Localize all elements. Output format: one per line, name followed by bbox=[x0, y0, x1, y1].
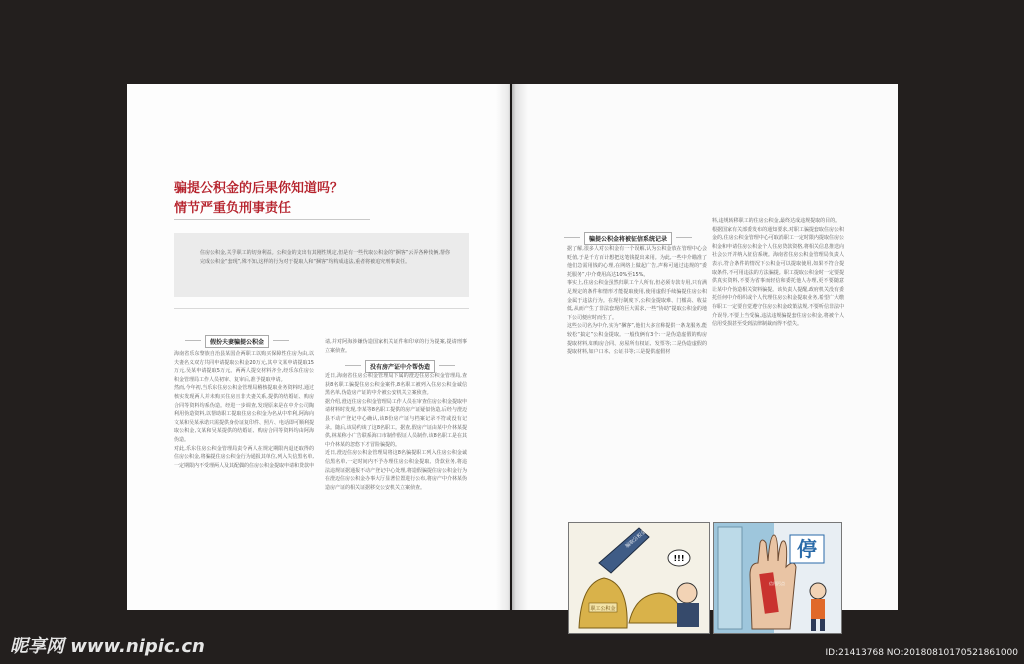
section-body-continued: 请,并对阿海涉嫌伪造国家机关证件和印章的行为提案,提请刑事立案侦查。 bbox=[325, 339, 467, 354]
right-page bbox=[512, 84, 898, 610]
section-heading-credit-record: 骗提公积金将被征信系统记录 bbox=[584, 232, 672, 245]
section-body-fake-couple: 海南省乐东黎族自治县某国企两职工以购买保障性住房为由,以夫妻名义双方共同申请提取公积金20万元,其中文某申请提取15万元,吴某申请提取5万元。两两人提交材料齐全,经乐东住房公积金管理局工作人员初审、复审后,准予提取申请。 然而,今年初,当乐东住房公积金管理局稽核提取业务资料时,通过核实发现两人并未购买住房且非夫妻关系,提供的结婚证、购房合同等资料均系伪造。经进一步调查,发现原来是在中介公司陶利用伪造资料,以帮助职工提取住房公积金为名从中牟利,阿海向文某和吴某承诺只需提供身份证复印件、照片、电话即可顺利提取公积金,文某和吴某提供的结婚证、购房合同等资料均由阿海伪造。 对此,乐东住房公积金管理局责令两人在规定期限内退还取得的住房公积金,将骗提住房公积金行为通报其单位,列入失信黑名单,一定期限内不受理两人及其配偶的住房公积金提取申请和贷款申 bbox=[174, 351, 315, 469]
intro-text: 住房公积金,关乎职工的切身利益。公积金的支出有其刚性规定,但是有一些代取公积金的“捆客”云弄各种伎俩,帮你完成公积金“套现”,殊不知,这样的行为对于提取人和“捆客”均构成违法,重者将被追究刑事责任。 bbox=[200, 250, 450, 265]
svg-text:!!!: !!! bbox=[673, 554, 685, 563]
comic-stop-label: 停 bbox=[797, 537, 817, 561]
comic-bag-label: 职工公积金 bbox=[590, 606, 616, 612]
site-watermark: 昵享网 www.nipic.cn bbox=[10, 636, 205, 657]
article-title-line2: 情节严重负刑事责任 bbox=[174, 201, 292, 216]
section-body-penalties: 料,违规转移职工的住房公积金,最终达成违规提取的目的。 根据国家有关部委发布的通知要求,对职工骗提套取住房公积金的,住房公积金管理中心可取消职工一定时限内提取住房公积金和申请住房公积金个人住房贷款资格,将相关信息推送向社会公开并纳入征信系统。海南省住房公积金管理局负责人表示,符合条件的情况下公积金可以提取使用,如果不符合提取条件,不可用违法的方法骗提。职工提取公积金时一定要提供真实资料,不要为省事而轻信和委托他人办理,更不要随意让某中介伪造相关资料骗提。该负责人提醒,政府机关没有委托任何中介组织或个人代理住房公积金提取业务,希望广大缴存职工一定要自觉遵守住房公积金政策法规,不要听信非法中介误导,不要上当受骗,违法违规骗提套住房公积金,将被个人信用受损甚至受到法律制裁而得不偿失。 bbox=[712, 218, 844, 328]
section-heading-forged-deed: 没有房产证中介帮伪造 bbox=[365, 360, 435, 373]
comic-sign-label: 骗取公积金 bbox=[624, 528, 648, 550]
title-divider bbox=[174, 219, 370, 220]
article-title-line1: 骗提公积金的后果你知道吗？ bbox=[174, 181, 344, 196]
section-body-credit-record: 据了解,很多人对公积金有一个误解,认为公积金放在管理中心会贬值,于是千方百计想把这笔钱提出来用。为此,一些中介瞄准了他们急需用钱的心理,在网络上做起广告,声称可通过违规的“委托服务”,中介费用高达10%至15%。 事实上,住房公积金虽然归职工个人所有,但必须专款专用,只有满足规定的条件和情形才能提取使用,使用虚假手续骗提住房公积金属于违法行为。在现行制度下,公积金提取难、门槛高、收益低,从而产生了非法套现的巨大需求,一些“协助”提取公积金的地下公司便应时而生了。 这些公司名为中介,实为“捆客”,他们大多宣称提供一条龙服务,能较松“搞定”公积金提取。一般伎俩有3个:一是伪造虚假的购房提取材料,如购房合同、房屋所有权证、发票等;二是伪造虚假的提取材料,如户口本、公证书等;三是提供虚假材 bbox=[567, 246, 707, 356]
intro-divider bbox=[174, 308, 469, 309]
section-heading-fake-couple: 假扮夫妻骗提公积金 bbox=[205, 335, 269, 348]
section-body-forged-deed: 近日,海南省住房公积金管理局下属的澄迈住房公积金管理局,查获8名职工骗提住房公积金案件,8名职工被列入住房公积金诚信黑名单,伪造房产证的中介被公安机关立案侦查。 据介绍,澄迈住房公积金管理局工作人员在审查住房公积金提取申请材料时发现,李某等8名职工提供的房产证疑似伪造,后经与澄迈县不动产登记中心确认,该8份房产证与档案记录不符或没有记录。随后,该局约谈了这8名职工。据查,假房产证由某中介林某提供,林某称小广告联系海口市制作假证人员制作,该8名职工是在其中介林某的忽悠下才冒险骗提的。 近日,澄迈住房公积金管理局将这8名骗提职工列入住房公积金诚信黑名单,一定时间内不予办理住房公积金提取、贷款业务,将违法违规证据通报不动产登记中心处理,将造假骗提住房公积金行为在澄迈住房公积金办事大厅显著位置进行公布,将房产中介林某伪造房产证的相关证据移交公安机关立案侦查。 bbox=[325, 373, 467, 491]
comic-illustration-left bbox=[568, 522, 710, 634]
comic-hand-label: 信用污点 bbox=[769, 581, 785, 586]
image-id-text: ID:21413768 NO:20180810170521861000 bbox=[825, 648, 1018, 658]
book-spine bbox=[496, 84, 528, 610]
comic-illustration-right bbox=[713, 522, 842, 634]
left-page bbox=[127, 84, 510, 610]
